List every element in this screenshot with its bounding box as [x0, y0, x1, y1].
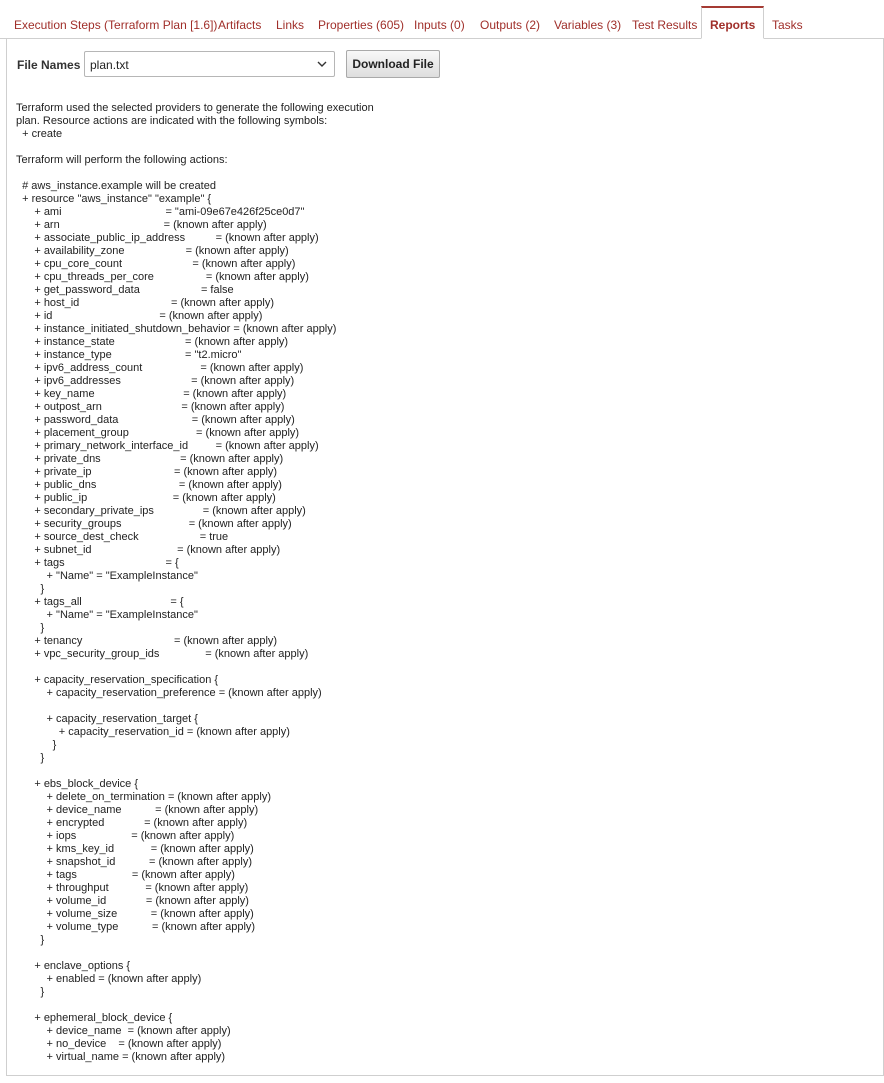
plan-line: + device_name = (known after apply) — [16, 804, 259, 816]
plan-line: + availability_zone = (known after apply) — [16, 245, 289, 257]
plan-line: + ami = "ami-09e67e426f25ce0d7" — [16, 206, 305, 218]
plan-line: } — [16, 934, 45, 946]
plan-line: + arn = (known after apply) — [16, 219, 267, 231]
plan-line: + volume_type = (known after apply) — [16, 921, 256, 933]
plan-line: + capacity_reservation_id = (known after apply) — [16, 726, 290, 738]
plan-line: + ebs_block_device { — [16, 778, 138, 790]
tab-reports[interactable]: Reports — [701, 6, 764, 39]
plan-line: } — [16, 739, 57, 751]
plan-line: + tags = (known after apply) — [16, 869, 235, 881]
chevron-down-icon — [317, 59, 327, 69]
plan-line: + private_ip = (known after apply) — [16, 466, 278, 478]
tab-variables[interactable]: Variables (3) — [554, 18, 622, 32]
plan-line: + instance_initiated_shutdown_behavior = (known after apply) — [16, 323, 337, 335]
plan-line — [16, 700, 716, 713]
plan-line — [16, 765, 716, 778]
plan-line: + password_data = (known after apply) — [16, 414, 295, 426]
tab-links[interactable]: Links — [276, 18, 305, 32]
plan-line: + secondary_private_ips = (known after apply) — [16, 505, 306, 517]
plan-line: + create — [16, 128, 63, 140]
download-file-button[interactable]: Download File — [346, 50, 440, 78]
plan-line: + placement_group = (known after apply) — [16, 427, 300, 439]
plan-line: + throughput = (known after apply) — [16, 882, 249, 894]
file-names-selected-value: plan.txt — [90, 58, 129, 72]
tab-inputs[interactable]: Inputs (0) — [414, 18, 465, 32]
plan-output — [16, 102, 716, 1064]
tab-test-results[interactable]: Test Results — [632, 18, 698, 32]
plan-line: + capacity_reservation_preference = (known after apply) — [16, 687, 322, 699]
plan-line: + capacity_reservation_target { — [16, 713, 198, 725]
plan-line: + security_groups = (known after apply) — [16, 518, 292, 530]
plan-line: + snapshot_id = (known after apply) — [16, 856, 253, 868]
plan-line: plan. Resource actions are indicated with the following symbols: — [16, 115, 328, 127]
file-names-label: File Names — [17, 58, 81, 72]
plan-line: + host_id = (known after apply) — [16, 297, 274, 309]
plan-line: + volume_id = (known after apply) — [16, 895, 249, 907]
tab-execution-steps[interactable]: Execution Steps (Terraform Plan [1.6]) — [14, 18, 218, 32]
plan-line — [16, 661, 716, 674]
plan-line: + "Name" = "ExampleInstance" — [16, 609, 198, 621]
plan-line: + vpc_security_group_ids = (known after apply) — [16, 648, 309, 660]
file-names-select[interactable] — [84, 51, 335, 77]
plan-line: + get_password_data = false — [16, 284, 234, 296]
plan-line: } — [16, 986, 45, 998]
plan-line: + public_dns = (known after apply) — [16, 479, 282, 491]
plan-line: + source_dest_check = true — [16, 531, 229, 543]
plan-line: + delete_on_termination = (known after apply) — [16, 791, 271, 803]
plan-line: + cpu_threads_per_core = (known after apply) — [16, 271, 309, 283]
plan-line: + outpost_arn = (known after apply) — [16, 401, 285, 413]
plan-line: + key_name = (known after apply) — [16, 388, 287, 400]
plan-line: + kms_key_id = (known after apply) — [16, 843, 254, 855]
plan-line — [16, 947, 716, 960]
plan-line: + cpu_core_count = (known after apply) — [16, 258, 296, 270]
plan-line: Terraform will perform the following actions: — [16, 154, 228, 166]
plan-line — [16, 141, 716, 154]
tab-artifacts[interactable]: Artifacts — [218, 18, 262, 32]
tab-outputs[interactable]: Outputs (2) — [480, 18, 541, 32]
tab-properties[interactable]: Properties (605) — [318, 18, 405, 32]
tab-bar — [0, 0, 884, 39]
plan-line: + enabled = (known after apply) — [16, 973, 202, 985]
plan-line: + primary_network_interface_id = (known after apply) — [16, 440, 319, 452]
plan-line: + tenancy = (known after apply) — [16, 635, 278, 647]
plan-line: + volume_size = (known after apply) — [16, 908, 254, 920]
plan-line: } — [16, 752, 45, 764]
plan-line: + enclave_options { — [16, 960, 131, 972]
plan-line: + iops = (known after apply) — [16, 830, 235, 842]
plan-line: + subnet_id = (known after apply) — [16, 544, 281, 556]
plan-line: + ipv6_addresses = (known after apply) — [16, 375, 295, 387]
plan-line: + private_dns = (known after apply) — [16, 453, 284, 465]
plan-line: + ipv6_address_count = (known after apply) — [16, 362, 304, 374]
plan-line: + no_device = (known after apply) — [16, 1038, 222, 1050]
plan-line: + id = (known after apply) — [16, 310, 263, 322]
plan-line: + "Name" = "ExampleInstance" — [16, 570, 198, 582]
plan-line: Terraform used the selected providers to generate the following execution — [16, 102, 374, 114]
plan-line: # aws_instance.example will be created — [16, 180, 216, 192]
plan-line: + capacity_reservation_specification { — [16, 674, 219, 686]
plan-line: + public_ip = (known after apply) — [16, 492, 276, 504]
plan-line: + associate_public_ip_address = (known after apply) — [16, 232, 319, 244]
plan-line: + virtual_name = (known after apply) — [16, 1051, 226, 1063]
plan-line: + resource "aws_instance" "example" { — [16, 193, 212, 205]
plan-line: + instance_type = "t2.micro" — [16, 349, 242, 361]
plan-line: + encrypted = (known after apply) — [16, 817, 248, 829]
plan-line: + device_name = (known after apply) — [16, 1025, 231, 1037]
plan-line: + instance_state = (known after apply) — [16, 336, 289, 348]
plan-line — [16, 167, 716, 180]
plan-line: + ephemeral_block_device { — [16, 1012, 173, 1024]
plan-line: } — [16, 583, 45, 595]
plan-line: } — [16, 622, 45, 634]
tab-tasks[interactable]: Tasks — [772, 18, 803, 32]
plan-line: + tags_all = { — [16, 596, 184, 608]
plan-line: + tags = { — [16, 557, 179, 569]
plan-line — [16, 999, 716, 1012]
